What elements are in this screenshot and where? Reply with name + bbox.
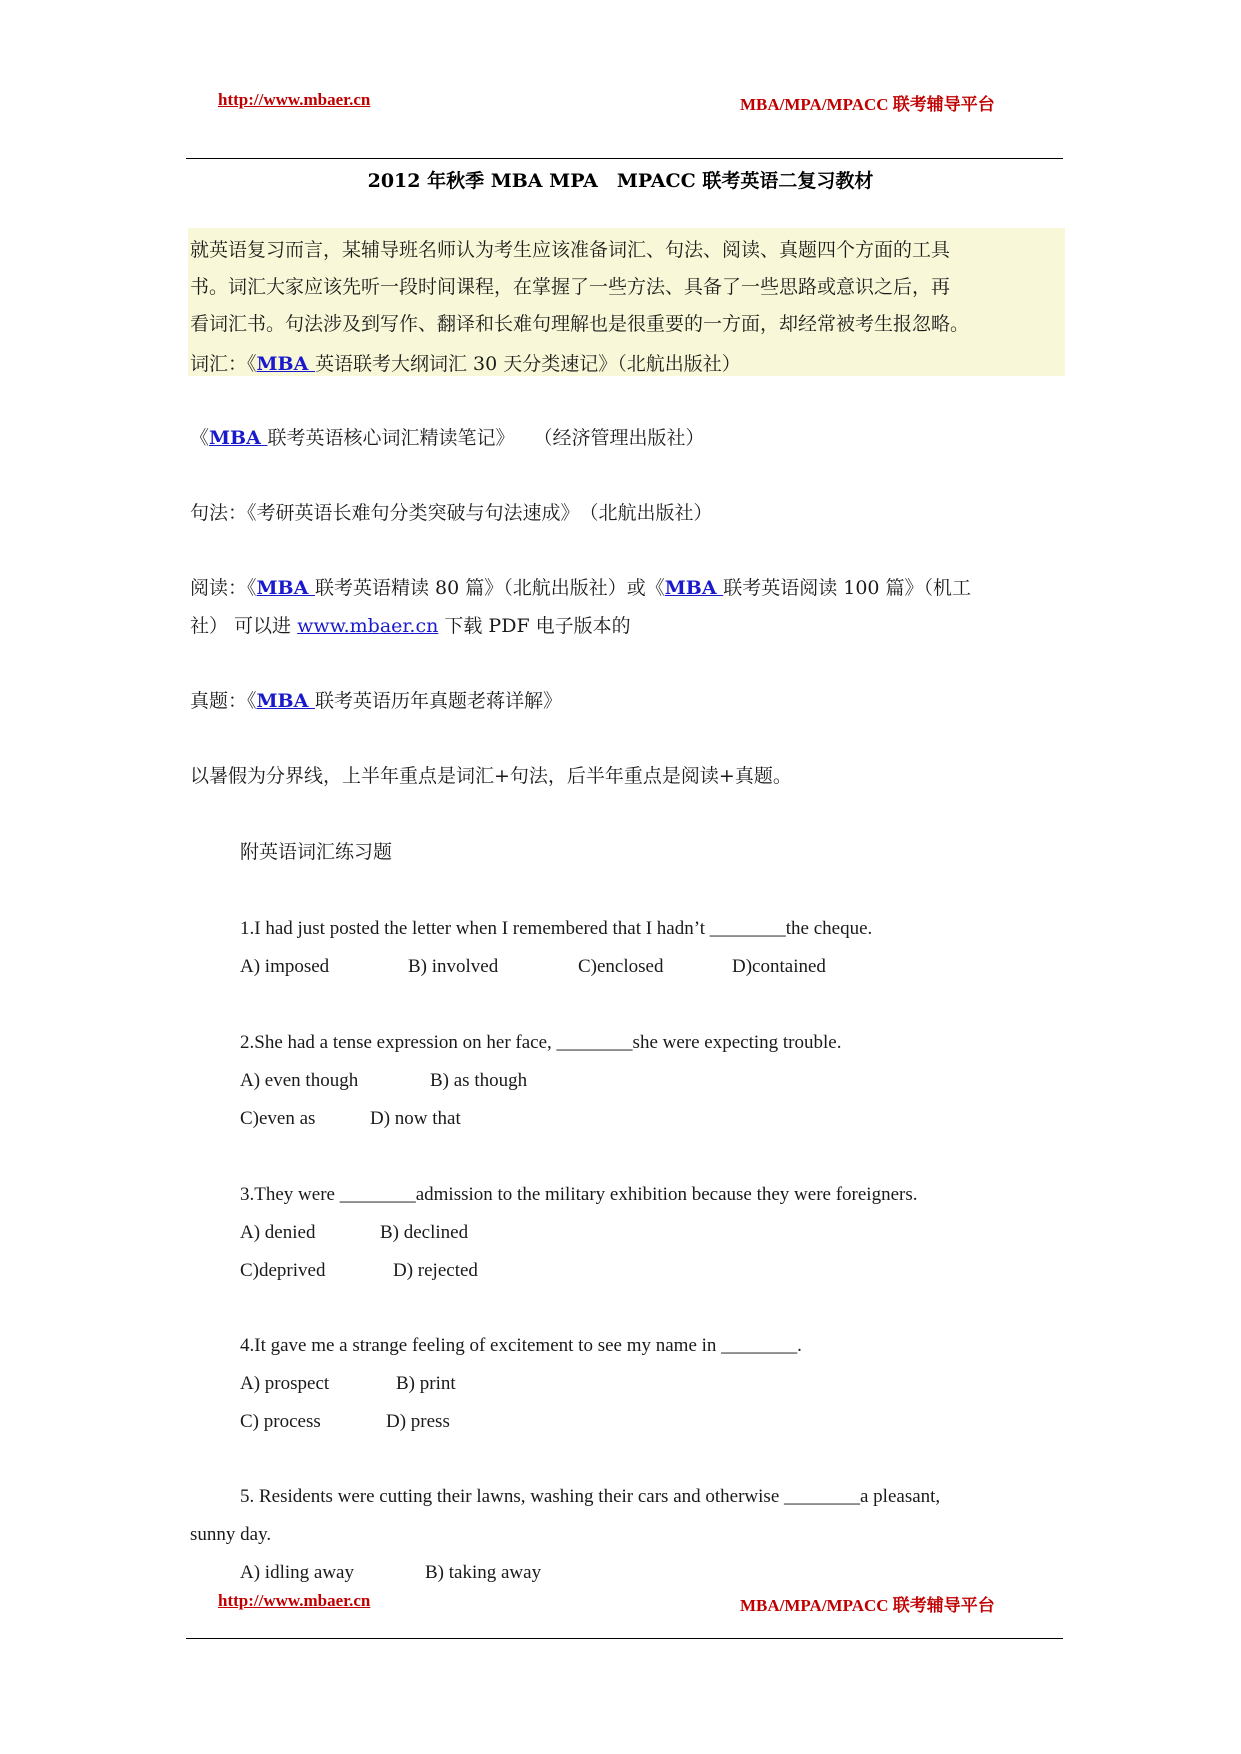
question-5-text-line-2: sunny day. [190, 1524, 272, 1545]
question-2-option-d: D) now that [370, 1108, 461, 1129]
header-url-link[interactable]: http://www.mbaer.cn [218, 90, 371, 109]
book-reading-line-2-a: 社） 可以进 [190, 615, 298, 637]
footer-rule [186, 1638, 1063, 1639]
question-3-option-b: B) declined [380, 1222, 469, 1243]
question-3-option-a: A) denied [240, 1222, 316, 1243]
mba-link[interactable]: MBA [256, 353, 315, 375]
header-platform-label: MBA/MPA/MPACC 联考辅导平台 [740, 95, 995, 114]
book-vocab-1-title: 英语联考大纲词汇 30 天分类速记》（北航出版社） [314, 353, 741, 375]
question-3-option-d: D) rejected [393, 1260, 478, 1281]
document-title: 2012 年秋季 MBA MPA MPACC 联考英语二复习教材 [367, 170, 874, 192]
book-reading-line-2 [190, 608, 631, 645]
book-vocab-1-prefix: 词汇：《 [190, 353, 257, 375]
book-reading-mid-2: 联考英语阅读 100 篇》（机工 [723, 577, 972, 599]
mba-link[interactable]: MBA [256, 690, 315, 712]
question-1-option-b: B) involved [408, 956, 499, 977]
question-4-option-c: C) process [240, 1411, 321, 1432]
question-3-option-c: C)deprived [240, 1260, 326, 1281]
mba-link[interactable]: MBA [664, 577, 724, 599]
question-4-option-b: B) print [396, 1373, 456, 1394]
question-4-option-d: D) press [386, 1411, 450, 1432]
study-plan: 以暑假为分界线，上半年重点是词汇+句法，后半年重点是阅读+真题。 [190, 765, 792, 787]
question-2-option-b: B) as though [430, 1070, 528, 1091]
question-2-text: 2.She had a tense expression on her face, ________she were expecting trouble. [240, 1032, 842, 1053]
question-1-option-c: C)enclosed [578, 956, 664, 977]
mba-link[interactable]: MBA [209, 427, 268, 449]
book-vocab-2-prefix: 《 [190, 427, 210, 449]
intro-line-1: 就英语复习而言，某辅导班名师认为考生应该准备词汇、句法、阅读、真题四个方面的工具 [190, 239, 951, 261]
question-5-option-b: B) taking away [425, 1562, 542, 1583]
header-rule [186, 158, 1063, 159]
question-1-text: 1.I had just posted the letter when I remembered that I hadn’t ________the cheque. [240, 918, 873, 939]
question-1-option-a: A) imposed [240, 956, 330, 977]
mba-link[interactable]: MBA [256, 577, 315, 599]
footer-platform-label: MBA/MPA/MPACC 联考辅导平台 [740, 1596, 995, 1615]
book-vocab-1 [190, 346, 741, 383]
book-exam-prefix: 真题：《 [190, 690, 257, 712]
mbaer-link[interactable]: www.mbaer.cn [297, 615, 439, 637]
book-syntax: 句法：《考研英语长难句分类突破与句法速成》 （北航出版社） [190, 502, 713, 524]
book-reading-prefix: 阅读：《 [190, 577, 257, 599]
book-vocab-2-title: 联考英语核心词汇精读笔记》 （经济管理出版社） [267, 427, 705, 449]
book-reading-mid-1: 联考英语精读 80 篇》（北航出版社）或《 [314, 577, 665, 599]
book-exam-title: 联考英语历年真题老蒋详解》 [314, 690, 562, 712]
intro-line-2: 书。词汇大家应该先听一段时间课程，在掌握了一些方法、具备了一些思路或意识之后，再 [190, 276, 951, 298]
question-1-option-d: D)contained [732, 956, 826, 977]
book-reading-line-2-b: 下载 PDF 电子版本的 [438, 615, 631, 637]
question-4-text: 4.It gave me a strange feeling of excitement to see my name in ________. [240, 1335, 802, 1356]
question-2-option-a: A) even though [240, 1070, 359, 1091]
question-4-option-a: A) prospect [240, 1373, 330, 1394]
book-exam [190, 683, 562, 720]
exercise-title: 附英语词汇练习题 [240, 841, 393, 863]
question-5-text-line-1: 5. Residents were cutting their lawns, washing their cars and otherwise ________a pleasant, [240, 1486, 941, 1507]
footer-url-link[interactable]: http://www.mbaer.cn [218, 1591, 371, 1610]
book-reading [190, 570, 971, 607]
book-vocab-2 [190, 420, 704, 457]
question-3-text: 3.They were ________admission to the military exhibition because they were foreigners. [240, 1184, 918, 1205]
question-5-option-a: A) idling away [240, 1562, 354, 1583]
question-2-option-c: C)even as [240, 1108, 316, 1129]
intro-line-3: 看词汇书。句法涉及到写作、翻译和长难句理解也是很重要的一方面，却经常被考生报忽略。 [190, 313, 970, 335]
